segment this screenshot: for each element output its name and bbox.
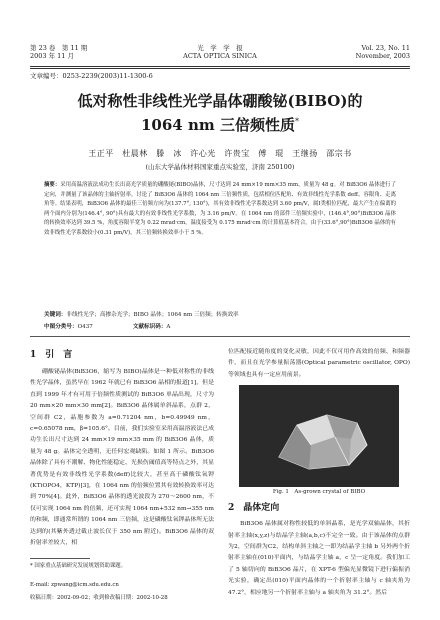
- journal-name-cn: 光 学 学 报: [197, 44, 243, 52]
- footnote-rule: [30, 558, 90, 559]
- date-en: November, 2003: [355, 52, 410, 60]
- abstract-label: 摘要：: [44, 182, 61, 188]
- classification: [44, 322, 170, 330]
- crystal-photo: [239, 385, 399, 487]
- figure-caption: Fig. 1 As-grown crystal of BIBO: [272, 489, 366, 496]
- volume-issue-en: Vol. 23, No. 11: [361, 44, 410, 52]
- right-column: [228, 347, 410, 599]
- paper-title-line1: 低对称性非线性光学晶体硼酸铋(BIBO)的: [77, 92, 363, 110]
- affiliation: (山东大学晶体材料国家重点实验室，济南 250100): [145, 163, 295, 171]
- journal-name-en: ACTA OPTICA SINICA: [183, 52, 257, 60]
- orientation-paragraph: BiB3O6 晶体属对称性较低的单斜晶系，是光学双轴晶体，其折射率主轴(x,y,z)与结晶学主轴(a,b,c)不完全一致。由于该晶体的点群为2，空间群为C2，结构单斜主轴之一即为结晶学主轴 b 另外两个折射率主轴在(010)平面内，与结晶学主轴 a，c 呈一定角度。我们加工了 5 轴切向的 BiB3O6 晶片，在 XPT-6 型偏光显微镜下进行偏振消光实验，确定出(010)平面内晶体的一个折射率主轴与 c 轴夹角为 47.2°，相应地另一个折射率主轴与 a 轴夹角为 31.2°。然后: [228, 521, 410, 596]
- footnote-dates: 收稿日期：2002-09-02；收到修改稿日期：2002-10-28: [30, 595, 168, 601]
- date-cn: 2003 年 11 月: [30, 52, 75, 60]
- intro-paragraph-continued: 位匹配接近随角度的变化灵敏，因此不仅可用作高效的倍频、和频器件，而且在光学参量振荡器(Optical parametric oscillator, OPO)等领域也具有一定应用前景。: [228, 349, 410, 378]
- section-separator: [30, 336, 410, 337]
- title-footnote-mark: *: [294, 117, 299, 126]
- header-right: [356, 44, 410, 60]
- footnote-email: E-mail: zpwang@icm.sdu.edu.cn: [30, 582, 119, 588]
- section-heading-introduction: 1 引 言: [30, 350, 73, 360]
- header-rule-thin: [30, 68, 410, 69]
- keywords-text: 非线性光学；高掺杂光学；BIBO 晶体；1064 nm 三倍频；转换效率: [66, 312, 239, 318]
- class-number: O437: [77, 324, 93, 330]
- class-label: 中图分类号：: [44, 324, 78, 330]
- volume-issue-cn: 第 23 卷 第 11 期: [30, 44, 88, 52]
- document-id-label: 文献标识码：: [132, 324, 167, 330]
- left-column: [30, 347, 214, 550]
- title-text: 1064 nm 三倍频性质: [141, 116, 295, 134]
- paper-title-line2: [30, 113, 410, 134]
- author-list: 王正平 杜晨林 滕 冰 许心光 许贵宝 傅 琨 王继扬 邵宗书: [88, 149, 352, 158]
- intro-paragraph: 硼酸铋晶体(BiB3O6，缩写为 BIBO)晶体是一种低对称性的非线性光学晶体，虽然早在 1962 年就已有 BiB3O6 晶相的报道[1]，但是直到 1999 年才有可用于倍频性质测试的 BiB3O6 单晶出现，尺寸为 20 mm×20 mm×30 mm[2]。BiB3O6 晶体属单斜晶系，点群 2，空间群 C2，晶胞参数为 a=0.71204 nm，b=0.49949 nm，c=0.65078 nm，β=105.6°。目前，我们实验室采用高温溶液法已成功生长出尺寸达到 24 mm×19 mm×35 mm 的 BiB3O6 晶体，质量为 48 g。晶体完全透明，无任何宏观缺陷。如图 1 所示。BiB3O6 晶体除了具有不潮解、物化性能稳定、光损伤阈值高等特点之外，其显著优势是有效非线性光学系数(deff)比较大，甚至高于磷酸钛氧钾(KTiOPO4，KTP)[3]，在 1064 nm 的倍频位置其有效转换效率可达到 70%[4]。此外，BiB3O6 晶体的透光波段为 270～2600 nm，不仅可实现 1064 nm 的倍频，还可实现 1064 nm+532 nm→355 nm 的和频，即通常所谓的 1064 nm 三倍频，这是磷酸钛氧钾晶体所无法达到的(其紫外透过截止波长仅于 350 nm 附近)。BiB3O6 晶体的双折射率差较大，相: [30, 369, 214, 547]
- running-header: [30, 44, 410, 64]
- article-number: 文章编号：0253-2239(2003)11-1300-6: [30, 72, 153, 80]
- abstract: [44, 181, 396, 239]
- section-heading-orientation: 2 晶体定向: [228, 503, 280, 514]
- header-center: [30, 44, 410, 60]
- document-id: A: [166, 324, 171, 330]
- abstract-text: 采用高温溶液法成功生长出高光学质量的硼酸铋(BIBO)晶体，尺寸达到 24 mm×19 mm×35 mm，质量为 48 g。对 BiB3O6 晶体进行了定向，并测量了该晶体的主轴折射率。讨论了 BiB3O6 晶体的 1064 nm 三倍频性质，包括相位匹配角、有效非线性光学系数 deff、容限角、走离角等。结果表明，BiB3O6 晶体的最佳三倍频方向为(137.7°, 130°)，其有效非线性光学系数达到 3.60 pm/V，属Ⅰ类相位匹配，最大产生在偏离的两个面内分别为(146.4°, 90°)具有最大的有效非线性光学系数，为 3.16 pm/V。在 1064 nm 的部件三倍频实验中，(146.4°,90°)BiB3O6 晶体的转换效率达到 39.5 %，角度容限半宽为 0.22 mrad·cm，温度接受为 0.175 mrad·cm 的计算值基本符合。由于(33.6°,90°)BiB3O6 晶体的有效非线性光学系数较小(0.31 pm/V)，其三倍频转换效率小于 5 %。: [44, 182, 396, 236]
- footnote-funding: * 国家重点基础研究发展规划资助课题。: [30, 563, 127, 569]
- header-rule: [30, 66, 410, 67]
- keywords: [44, 310, 239, 318]
- keywords-label: 关键词：: [44, 312, 67, 318]
